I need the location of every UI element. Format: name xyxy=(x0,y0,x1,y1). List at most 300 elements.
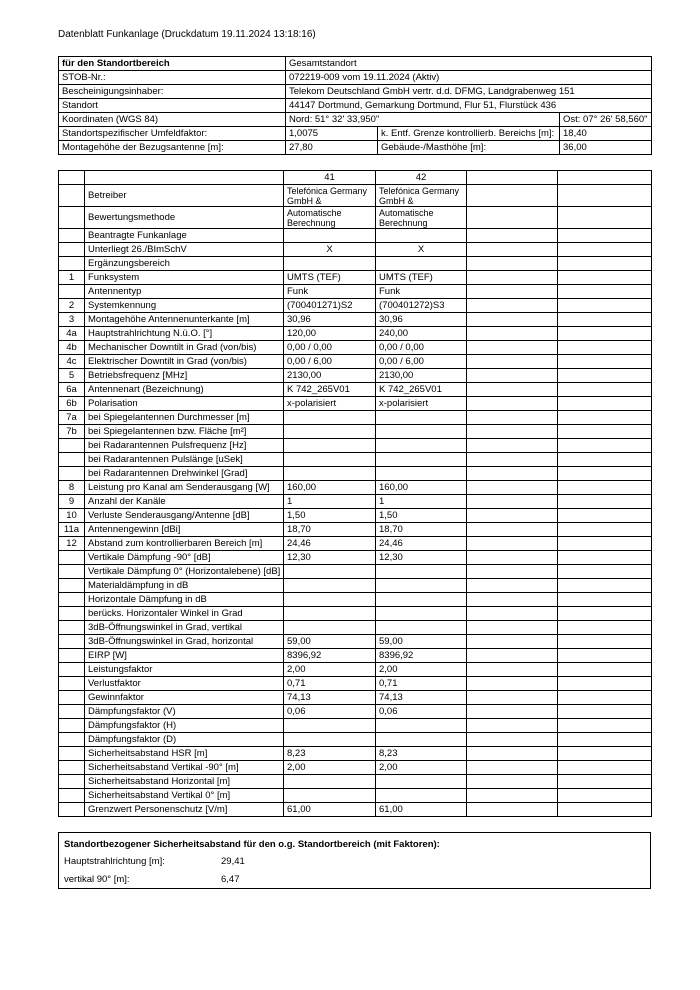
row-value-41: 0,06 xyxy=(284,705,376,719)
row-label: Grenzwert Personenschutz [V/m] xyxy=(85,803,284,817)
header-label-cell xyxy=(85,171,284,185)
row-value-42: Telefónica Germany GmbH & xyxy=(376,185,467,207)
row-label: bei Radarantennen Pulsfrequenz [Hz] xyxy=(85,439,284,453)
row-number xyxy=(59,593,85,607)
row-value-42: 2,00 xyxy=(376,663,467,677)
row-number xyxy=(59,467,85,481)
row-value-41 xyxy=(284,425,376,439)
row-value-empty xyxy=(467,733,558,747)
table-row xyxy=(59,635,652,649)
row-value-empty xyxy=(467,341,558,355)
row-value-empty xyxy=(558,621,652,635)
standortbereich-label: für den Standortbereich xyxy=(59,57,286,71)
row-label: Vertikale Dämpfung 0° (Horizontalebene) [dB] xyxy=(85,565,284,579)
summary-hsr-value: 29,41 xyxy=(221,856,245,867)
row-number: 10 xyxy=(59,509,85,523)
row-number xyxy=(59,229,85,243)
row-value-42: 61,00 xyxy=(376,803,467,817)
row-value-41: 30,96 xyxy=(284,313,376,327)
standortbereich-value: Gesamtstandort xyxy=(286,57,652,71)
row-value-41: 160,00 xyxy=(284,481,376,495)
row-value-empty xyxy=(467,663,558,677)
table-row xyxy=(59,207,652,229)
row-number: 7b xyxy=(59,425,85,439)
table-row xyxy=(59,481,652,495)
row-label: EIRP [W] xyxy=(85,649,284,663)
row-value-empty xyxy=(467,271,558,285)
row-value-42: UMTS (TEF) xyxy=(376,271,467,285)
row-number: 12 xyxy=(59,537,85,551)
table-row xyxy=(59,397,652,411)
summary-vertical-label: vertikal 90° [m]: xyxy=(64,874,130,885)
row-value-empty xyxy=(558,509,652,523)
row-value-41: UMTS (TEF) xyxy=(284,271,376,285)
row-value-42 xyxy=(376,789,467,803)
row-number xyxy=(59,691,85,705)
row-value-42: 12,30 xyxy=(376,551,467,565)
column-header-3 xyxy=(467,171,558,185)
row-label: Verlustfaktor xyxy=(85,677,284,691)
gebaeudehoehe-value: 36,00 xyxy=(560,141,652,155)
row-number xyxy=(59,565,85,579)
table-row xyxy=(59,565,652,579)
row-value-41: 8,23 xyxy=(284,747,376,761)
row-value-42 xyxy=(376,439,467,453)
row-value-41: 1 xyxy=(284,495,376,509)
row-number xyxy=(59,635,85,649)
row-value-empty xyxy=(467,523,558,537)
row-value-empty xyxy=(467,411,558,425)
row-label: Leistung pro Kanal am Senderausgang [W] xyxy=(85,481,284,495)
row-value-empty xyxy=(558,719,652,733)
koordinaten-ost: Ost: 07° 26' 58,560" xyxy=(560,113,652,127)
row-number xyxy=(59,789,85,803)
montagehoehe-value: 27,80 xyxy=(286,141,378,155)
standort-value: 44147 Dortmund, Gemarkung Dortmund, Flur 51, Flurstück 436 xyxy=(286,99,652,113)
row-value-empty xyxy=(558,789,652,803)
row-value-empty xyxy=(467,481,558,495)
row-label: bei Spiegelantennen bzw. Fläche [m²] xyxy=(85,425,284,439)
row-value-42 xyxy=(376,229,467,243)
row-value-empty xyxy=(467,705,558,719)
row-label: Mechanischer Downtilt in Grad (von/bis) xyxy=(85,341,284,355)
row-label: Sicherheitsabstand Vertikal -90° [m] xyxy=(85,761,284,775)
row-number: 2 xyxy=(59,299,85,313)
row-label: 3dB-Öffnungswinkel in Grad, vertikal xyxy=(85,621,284,635)
row-value-empty xyxy=(558,185,652,207)
row-value-empty xyxy=(558,257,652,271)
row-value-empty xyxy=(467,355,558,369)
row-value-empty xyxy=(558,285,652,299)
row-value-41: 61,00 xyxy=(284,803,376,817)
row-value-42: 59,00 xyxy=(376,635,467,649)
table-row xyxy=(59,747,652,761)
row-value-42: 1 xyxy=(376,495,467,509)
row-value-42 xyxy=(376,733,467,747)
row-value-empty xyxy=(558,341,652,355)
antenna-data-table xyxy=(58,170,652,817)
row-number xyxy=(59,551,85,565)
column-header-4 xyxy=(558,171,652,185)
montagehoehe-label: Montagehöhe der Bezugsantenne [m]: xyxy=(59,141,286,155)
row-value-empty xyxy=(467,495,558,509)
table-row xyxy=(59,579,652,593)
table-row xyxy=(59,453,652,467)
row-number: 1 xyxy=(59,271,85,285)
row-value-empty xyxy=(558,635,652,649)
row-value-empty xyxy=(558,355,652,369)
inhaber-label: Bescheinigungsinhaber: xyxy=(59,85,286,99)
row-value-empty xyxy=(467,207,558,229)
row-value-41: 12,30 xyxy=(284,551,376,565)
row-value-empty xyxy=(558,523,652,537)
row-value-42 xyxy=(376,593,467,607)
row-value-empty xyxy=(467,327,558,341)
column-header-1: 41 xyxy=(284,171,376,185)
row-value-empty xyxy=(467,313,558,327)
row-label: Leistungsfaktor xyxy=(85,663,284,677)
row-value-41 xyxy=(284,257,376,271)
row-value-42 xyxy=(376,565,467,579)
row-value-empty xyxy=(558,207,652,229)
umfeldfaktor-value: 1,0075 xyxy=(286,127,378,141)
header-num-cell xyxy=(59,171,85,185)
summary-vertical-value: 6,47 xyxy=(221,874,240,885)
row-value-41: X xyxy=(284,243,376,257)
row-value-empty xyxy=(558,397,652,411)
row-label: Sicherheitsabstand Vertikal 0° [m] xyxy=(85,789,284,803)
row-value-empty xyxy=(467,691,558,705)
row-number xyxy=(59,705,85,719)
row-value-42: Automatische Berechnung xyxy=(376,207,467,229)
row-value-42: 160,00 xyxy=(376,481,467,495)
row-value-empty xyxy=(558,537,652,551)
row-value-empty xyxy=(558,565,652,579)
row-value-42 xyxy=(376,775,467,789)
umfeldfaktor-label: Standortspezifischer Umfeldfaktor: xyxy=(59,127,286,141)
row-value-empty xyxy=(558,243,652,257)
row-label: Verluste Senderausgang/Antenne [dB] xyxy=(85,509,284,523)
row-value-empty xyxy=(467,299,558,313)
summary-row-vertical xyxy=(64,874,240,885)
row-value-empty xyxy=(558,299,652,313)
safety-distance-summary xyxy=(58,832,651,889)
row-value-41 xyxy=(284,565,376,579)
row-number xyxy=(59,733,85,747)
table-row xyxy=(59,327,652,341)
row-value-empty xyxy=(558,761,652,775)
row-value-42 xyxy=(376,453,467,467)
row-value-empty xyxy=(467,677,558,691)
row-value-41: 1,50 xyxy=(284,509,376,523)
row-value-41: 0,71 xyxy=(284,677,376,691)
row-value-42 xyxy=(376,579,467,593)
row-label: bei Radarantennen Pulslänge [uSek] xyxy=(85,453,284,467)
summary-row-hsr xyxy=(64,856,245,867)
row-number xyxy=(59,439,85,453)
row-number: 3 xyxy=(59,313,85,327)
row-number: 6b xyxy=(59,397,85,411)
stob-label: STOB-Nr.: xyxy=(59,71,286,85)
table-row xyxy=(59,355,652,369)
table-row xyxy=(59,593,652,607)
row-value-42 xyxy=(376,607,467,621)
row-value-41 xyxy=(284,733,376,747)
row-label: Betriebsfrequenz [MHz] xyxy=(85,369,284,383)
table-row xyxy=(59,285,652,299)
document-title: Datenblatt Funkanlage (Druckdatum 19.11.2024 13:18:16) xyxy=(58,29,316,40)
table-row xyxy=(59,719,652,733)
row-value-41: x-polarisiert xyxy=(284,397,376,411)
row-label: Vertikale Dämpfung -90° [dB] xyxy=(85,551,284,565)
row-label: Abstand zum kontrollierbaren Bereich [m] xyxy=(85,537,284,551)
column-header-row xyxy=(59,171,652,185)
row-value-42 xyxy=(376,621,467,635)
row-value-41: 2,00 xyxy=(284,761,376,775)
row-label: bei Spiegelantennen Durchmesser [m] xyxy=(85,411,284,425)
row-label: berücks. Horizontaler Winkel in Grad xyxy=(85,607,284,621)
row-value-empty xyxy=(558,607,652,621)
row-value-41 xyxy=(284,411,376,425)
row-label: Funksystem xyxy=(85,271,284,285)
row-value-empty xyxy=(558,733,652,747)
summary-hsr-label: Hauptstrahlrichtung [m]: xyxy=(64,856,165,867)
row-value-42: 18,70 xyxy=(376,523,467,537)
row-value-41: 18,70 xyxy=(284,523,376,537)
row-number xyxy=(59,257,85,271)
row-value-41: 0,00 / 6,00 xyxy=(284,355,376,369)
table-row xyxy=(59,705,652,719)
table-row xyxy=(59,229,652,243)
row-value-42: 8396,92 xyxy=(376,649,467,663)
row-value-41: 2,00 xyxy=(284,663,376,677)
row-value-empty xyxy=(558,649,652,663)
site-header-table xyxy=(58,56,652,155)
row-value-empty xyxy=(467,551,558,565)
row-value-empty xyxy=(467,775,558,789)
row-value-41: 0,00 / 0,00 xyxy=(284,341,376,355)
row-value-41 xyxy=(284,439,376,453)
row-number: 9 xyxy=(59,495,85,509)
row-value-41: 74,13 xyxy=(284,691,376,705)
row-value-empty xyxy=(467,579,558,593)
row-label: Dämpfungsfaktor (D) xyxy=(85,733,284,747)
row-value-empty xyxy=(467,453,558,467)
row-value-42: 0,00 / 6,00 xyxy=(376,355,467,369)
row-number xyxy=(59,185,85,207)
row-value-empty xyxy=(558,411,652,425)
row-value-41 xyxy=(284,719,376,733)
table-row xyxy=(59,789,652,803)
table-row xyxy=(59,467,652,481)
row-value-42 xyxy=(376,467,467,481)
row-label: Horizontale Dämpfung in dB xyxy=(85,593,284,607)
row-value-41: Funk xyxy=(284,285,376,299)
kentf-value: 18,40 xyxy=(560,127,652,141)
row-value-41 xyxy=(284,789,376,803)
row-value-42: 240,00 xyxy=(376,327,467,341)
row-label: Systemkennung xyxy=(85,299,284,313)
row-value-empty xyxy=(558,495,652,509)
table-row xyxy=(59,185,652,207)
table-row xyxy=(59,621,652,635)
row-value-empty xyxy=(558,691,652,705)
row-number: 11a xyxy=(59,523,85,537)
table-row xyxy=(59,733,652,747)
row-value-42: Funk xyxy=(376,285,467,299)
row-value-empty xyxy=(467,397,558,411)
row-value-41 xyxy=(284,607,376,621)
row-value-empty xyxy=(467,635,558,649)
row-value-empty xyxy=(467,761,558,775)
row-value-empty xyxy=(467,537,558,551)
row-value-41 xyxy=(284,453,376,467)
row-value-empty xyxy=(467,285,558,299)
row-value-empty xyxy=(558,439,652,453)
row-number: 4b xyxy=(59,341,85,355)
row-value-empty xyxy=(467,425,558,439)
table-row xyxy=(59,663,652,677)
row-value-empty xyxy=(558,229,652,243)
row-value-42: 0,00 / 0,00 xyxy=(376,341,467,355)
row-value-41 xyxy=(284,229,376,243)
row-label: Anzahl der Kanäle xyxy=(85,495,284,509)
row-value-41: 24,46 xyxy=(284,537,376,551)
row-value-empty xyxy=(558,369,652,383)
row-value-42: 1,50 xyxy=(376,509,467,523)
row-label: Ergänzungsbereich xyxy=(85,257,284,271)
row-number xyxy=(59,621,85,635)
row-value-empty xyxy=(558,747,652,761)
table-row xyxy=(59,369,652,383)
table-row xyxy=(59,551,652,565)
row-number xyxy=(59,719,85,733)
row-label: bei Radarantennen Drehwinkel [Grad] xyxy=(85,467,284,481)
row-number: 4a xyxy=(59,327,85,341)
row-number xyxy=(59,803,85,817)
row-label: Sicherheitsabstand HSR [m] xyxy=(85,747,284,761)
row-value-empty xyxy=(467,719,558,733)
row-value-empty xyxy=(467,565,558,579)
summary-title: Standortbezogener Sicherheitsabstand für den o.g. Standortbereich (mit Faktoren): xyxy=(64,839,440,850)
row-value-41: Telefónica Germany GmbH & xyxy=(284,185,376,207)
row-number xyxy=(59,747,85,761)
row-number: 7a xyxy=(59,411,85,425)
column-header-2: 42 xyxy=(376,171,467,185)
row-value-empty xyxy=(467,243,558,257)
row-value-empty xyxy=(558,467,652,481)
row-value-42: 30,96 xyxy=(376,313,467,327)
row-value-empty xyxy=(467,509,558,523)
row-label: Bewertungsmethode xyxy=(85,207,284,229)
table-row xyxy=(59,411,652,425)
row-label: Antennenart (Bezeichnung) xyxy=(85,383,284,397)
row-value-empty xyxy=(558,453,652,467)
table-row xyxy=(59,341,652,355)
row-number xyxy=(59,607,85,621)
row-value-empty xyxy=(558,677,652,691)
row-value-empty xyxy=(467,649,558,663)
row-value-42: 24,46 xyxy=(376,537,467,551)
row-number xyxy=(59,453,85,467)
row-value-empty xyxy=(558,663,652,677)
koordinaten-label: Koordinaten (WGS 84) xyxy=(59,113,286,127)
row-label: Dämpfungsfaktor (H) xyxy=(85,719,284,733)
table-row xyxy=(59,509,652,523)
standort-label: Standort xyxy=(59,99,286,113)
row-value-42 xyxy=(376,411,467,425)
table-row xyxy=(59,313,652,327)
row-value-41 xyxy=(284,775,376,789)
row-label: Materialdämpfung in dB xyxy=(85,579,284,593)
row-label: 3dB-Öffnungswinkel in Grad, horizontal xyxy=(85,635,284,649)
row-value-empty xyxy=(467,439,558,453)
row-value-empty xyxy=(467,607,558,621)
table-row xyxy=(59,803,652,817)
table-row xyxy=(59,495,652,509)
row-label: Dämpfungsfaktor (V) xyxy=(85,705,284,719)
row-value-empty xyxy=(558,271,652,285)
row-value-42: x-polarisiert xyxy=(376,397,467,411)
row-value-empty xyxy=(467,803,558,817)
row-value-empty xyxy=(558,775,652,789)
row-value-42: K 742_265V01 xyxy=(376,383,467,397)
koordinaten-nord: Nord: 51° 32' 33,950" xyxy=(286,113,560,127)
row-value-41: K 742_265V01 xyxy=(284,383,376,397)
row-label: Sicherheitsabstand Horizontal [m] xyxy=(85,775,284,789)
gebaeudehoehe-label: Gebäude-/Masthöhe [m]: xyxy=(378,141,560,155)
row-number xyxy=(59,285,85,299)
row-value-42: X xyxy=(376,243,467,257)
table-row xyxy=(59,257,652,271)
row-value-41: (700401271)S2 xyxy=(284,299,376,313)
row-value-empty xyxy=(467,593,558,607)
row-value-empty xyxy=(467,229,558,243)
row-number: 8 xyxy=(59,481,85,495)
table-row xyxy=(59,299,652,313)
kentf-label: k. Entf. Grenze kontrollierb. Bereichs [m]: xyxy=(378,127,560,141)
row-value-empty xyxy=(558,593,652,607)
table-row xyxy=(59,271,652,285)
row-value-empty xyxy=(467,369,558,383)
row-value-empty xyxy=(558,705,652,719)
table-row xyxy=(59,425,652,439)
row-number xyxy=(59,243,85,257)
row-number xyxy=(59,677,85,691)
row-number xyxy=(59,761,85,775)
row-value-empty xyxy=(558,551,652,565)
row-value-empty xyxy=(467,257,558,271)
row-value-empty xyxy=(467,789,558,803)
row-number xyxy=(59,207,85,229)
inhaber-value: Telekom Deutschland GmbH vertr. d.d. DFMG, Landgrabenweg 151 xyxy=(286,85,652,99)
row-value-empty xyxy=(558,481,652,495)
row-number xyxy=(59,649,85,663)
row-number xyxy=(59,663,85,677)
row-value-empty xyxy=(467,747,558,761)
row-value-42: 74,13 xyxy=(376,691,467,705)
table-row xyxy=(59,761,652,775)
table-row xyxy=(59,649,652,663)
table-row xyxy=(59,691,652,705)
row-value-42: 2,00 xyxy=(376,761,467,775)
stob-value: 072219-009 vom 19.11.2024 (Aktiv) xyxy=(286,71,652,85)
row-value-empty xyxy=(558,327,652,341)
row-label: Antennentyp xyxy=(85,285,284,299)
row-label: Hauptstrahlrichtung N.ü.O. [°] xyxy=(85,327,284,341)
row-value-empty xyxy=(558,313,652,327)
row-value-41: 2130,00 xyxy=(284,369,376,383)
